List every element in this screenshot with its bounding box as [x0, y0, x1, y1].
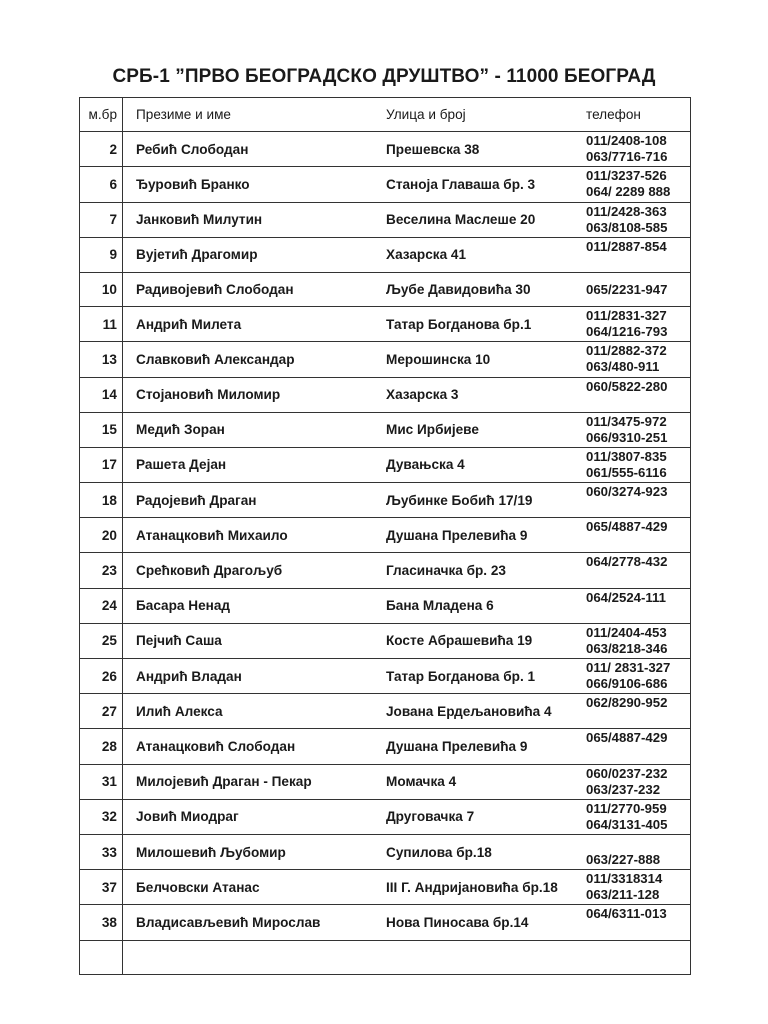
member-street: Татар Богданова бр.1: [376, 307, 586, 342]
header-member-number: м.бр: [80, 98, 123, 132]
table-row: [80, 202, 691, 237]
phone-number: 063/227-888: [586, 851, 661, 867]
member-number: 23: [80, 553, 123, 588]
member-number: 2: [80, 132, 123, 167]
table-row: [80, 412, 691, 447]
table-row: [80, 483, 691, 518]
phone-number: [586, 606, 690, 622]
table-row: [80, 905, 691, 940]
member-number: 11: [80, 307, 123, 342]
phone-number: 011/3475-972: [586, 413, 667, 429]
document-title: СРБ-1 ”ПРВО БЕОГРАДСКО ДРУШТВО” - 11000 БЕОГРАД: [112, 66, 656, 87]
phone-number: 011/2428-363: [586, 203, 667, 219]
member-phones: [586, 764, 691, 799]
member-name: Андрић Милета: [123, 307, 377, 342]
member-phones: [586, 729, 691, 764]
member-phones: [586, 694, 691, 729]
member-street: Мерошинска 10: [376, 342, 586, 377]
table-row: [80, 342, 691, 377]
member-number: 37: [80, 870, 123, 905]
member-street: Дувањска 4: [376, 447, 586, 482]
member-phones: [586, 799, 691, 834]
member-street: Прешевска 38: [376, 132, 586, 167]
member-number: 26: [80, 659, 123, 694]
member-street: Мис Ирбијеве: [376, 412, 586, 447]
phone-number: 064/1216-793: [586, 324, 668, 340]
phone-number: 064/ 2289 888: [586, 184, 671, 200]
empty-cell: [123, 940, 377, 974]
member-street: Супилова бр.18: [376, 834, 586, 869]
member-phones: [586, 623, 691, 658]
phone-number: [586, 500, 690, 516]
phone-number: 063/8218-346: [586, 640, 668, 656]
member-number: 7: [80, 202, 123, 237]
table-row: [80, 518, 691, 553]
table-row: [80, 799, 691, 834]
member-street: Момачка 4: [376, 764, 586, 799]
member-street: Станоја Главаша бр. 3: [376, 167, 586, 202]
member-phones: [586, 237, 691, 272]
phone-number: 061/555-6116: [586, 464, 667, 480]
member-name: Владисављевић Мирослав: [123, 905, 377, 940]
table-row: [80, 377, 691, 412]
header-name: Презиме и име: [123, 98, 377, 132]
phone-number: 062/8290-952: [586, 695, 668, 711]
member-street: Хазарска 3: [376, 377, 586, 412]
phone-number: 064/2778-432: [586, 554, 668, 570]
table-row: [80, 870, 691, 905]
member-street: Душана Прелевића 9: [376, 729, 586, 764]
member-number: 31: [80, 764, 123, 799]
member-phones: [586, 307, 691, 342]
phone-number: 011/3318314: [586, 871, 663, 887]
phone-number: 011/2882-372: [586, 343, 667, 359]
phone-number: [586, 255, 690, 271]
table-row: [80, 447, 691, 482]
phone-number: 011/2831-327: [586, 308, 667, 324]
member-phones: [586, 412, 691, 447]
phone-number: 063/7716-716: [586, 149, 668, 165]
phone-number: 064/2524-111: [586, 589, 666, 605]
header-street: Улица и број: [376, 98, 586, 132]
member-phones: [586, 588, 691, 623]
member-name: Пејчић Саша: [123, 623, 377, 658]
member-street: Јована Ердељановића 4: [376, 694, 586, 729]
phone-number: 063/480-911: [586, 359, 660, 375]
table-row: [80, 729, 691, 764]
phone-number: [586, 535, 690, 551]
phone-number: [586, 836, 690, 852]
member-name: Ђуровић Бранко: [123, 167, 377, 202]
table-header-row: [80, 98, 691, 132]
phone-number: 011/ 2831-327: [586, 660, 671, 675]
header-phone: телефон: [586, 98, 691, 132]
phone-number: 063/237-232: [586, 781, 661, 797]
member-street: Друговачка 7: [376, 799, 586, 834]
empty-cell: [376, 940, 586, 974]
member-name: Стојановић Миломир: [123, 377, 377, 412]
member-street: Љубе Давидовића 30: [376, 272, 586, 306]
table-row-empty: [80, 940, 691, 974]
member-name: Срећковић Драгољуб: [123, 553, 377, 588]
member-street: Косте Абрашевића 19: [376, 623, 586, 658]
phone-number: 060/3274-923: [586, 484, 668, 500]
member-number: 20: [80, 518, 123, 553]
member-number: 25: [80, 623, 123, 658]
phone-number: [586, 570, 690, 586]
table-row: [80, 834, 691, 869]
table-row: [80, 167, 691, 202]
empty-cell: [80, 940, 123, 974]
phone-number: 064/6311-013: [586, 906, 667, 922]
member-number: 14: [80, 377, 123, 412]
member-phones: [586, 202, 691, 237]
member-street: III Г. Андријановића бр.18: [376, 870, 586, 905]
member-number: 10: [80, 272, 123, 306]
table-row: [80, 272, 691, 306]
phone-number: 066/9310-251: [586, 429, 668, 445]
phone-number: [586, 746, 690, 762]
member-phones: [586, 272, 691, 306]
member-number: 38: [80, 905, 123, 940]
table-row: [80, 764, 691, 799]
table-row: [80, 659, 691, 694]
member-name: Ребић Слободан: [123, 132, 377, 167]
table-row: [80, 623, 691, 658]
phone-number: 063/211-128: [586, 887, 660, 903]
member-name: Јовић Миодраг: [123, 799, 377, 834]
phone-number: 011/2887-854: [586, 238, 667, 254]
member-number: 27: [80, 694, 123, 729]
phone-number: 065/4887-429: [586, 730, 668, 746]
member-number: 13: [80, 342, 123, 377]
phone-number: 065/2231-947: [586, 281, 668, 297]
member-street: Гласиначка бр. 23: [376, 553, 586, 588]
member-phones: [586, 167, 691, 202]
member-street: Хазарска 41: [376, 237, 586, 272]
member-number: 18: [80, 483, 123, 518]
member-name: Илић Алекса: [123, 694, 377, 729]
member-name: Вујетић Драгомир: [123, 237, 377, 272]
member-name: Милошевић Љубомир: [123, 834, 377, 869]
table-row: [80, 553, 691, 588]
phone-number: 064/3131-405: [586, 816, 668, 832]
member-name: Басара Ненад: [123, 588, 377, 623]
table-row: [80, 588, 691, 623]
member-name: Андрић Владан: [123, 659, 377, 694]
table-row: [80, 307, 691, 342]
member-name: Медић Зоран: [123, 412, 377, 447]
member-name: Радојевић Драган: [123, 483, 377, 518]
member-name: Белчовски Атанас: [123, 870, 377, 905]
phone-number: 011/3807-835: [586, 448, 667, 464]
member-street: Бана Младена 6: [376, 588, 586, 623]
member-name: Радивојевић Слободан: [123, 272, 377, 306]
member-phones: [586, 483, 691, 518]
member-number: 6: [80, 167, 123, 202]
phone-number: [586, 711, 690, 727]
phone-number: 063/8108-585: [586, 219, 668, 235]
members-table: [79, 97, 691, 975]
member-street: Душана Прелевића 9: [376, 518, 586, 553]
member-phones: [586, 377, 691, 412]
empty-cell: [586, 940, 691, 974]
member-phones: [586, 659, 691, 694]
member-phones: [586, 447, 691, 482]
member-name: Јанковић Милутин: [123, 202, 377, 237]
phone-number: 060/5822-280: [586, 378, 668, 394]
member-phones: [586, 342, 691, 377]
phone-number: 011/2404-453: [586, 624, 667, 640]
phone-number: [586, 395, 690, 411]
member-name: Рашета Дејан: [123, 447, 377, 482]
member-number: 17: [80, 447, 123, 482]
member-phones: [586, 870, 691, 905]
table-row: [80, 694, 691, 729]
member-street: Татар Богданова бр. 1: [376, 659, 586, 694]
member-name: Милојевић Драган - Пекар: [123, 764, 377, 799]
member-street: Љубинке Бобић 17/19: [376, 483, 586, 518]
phone-number: 065/4887-429: [586, 519, 668, 535]
phone-number: 060/0237-232: [586, 765, 668, 781]
member-phones: [586, 834, 691, 869]
member-phones: [586, 132, 691, 167]
member-street: Нова Пиносава бр.14: [376, 905, 586, 940]
member-number: 24: [80, 588, 123, 623]
member-number: 28: [80, 729, 123, 764]
phone-number: 011/2770-959: [586, 800, 667, 816]
phone-number: 066/9106-686: [586, 676, 668, 691]
member-number: 9: [80, 237, 123, 272]
member-phones: [586, 905, 691, 940]
member-name: Атанацковић Михаило: [123, 518, 377, 553]
table-row: [80, 132, 691, 167]
member-number: 15: [80, 412, 123, 447]
member-street: Веселина Маслеше 20: [376, 202, 586, 237]
member-number: 32: [80, 799, 123, 834]
phone-number: 011/3237-526: [586, 168, 667, 184]
member-phones: [586, 553, 691, 588]
member-phones: [586, 518, 691, 553]
phone-number: [586, 922, 690, 938]
member-name: Славковић Александар: [123, 342, 377, 377]
member-number: 33: [80, 834, 123, 869]
member-name: Атанацковић Слободан: [123, 729, 377, 764]
phone-number: 011/2408-108: [586, 133, 667, 149]
table-row: [80, 237, 691, 272]
